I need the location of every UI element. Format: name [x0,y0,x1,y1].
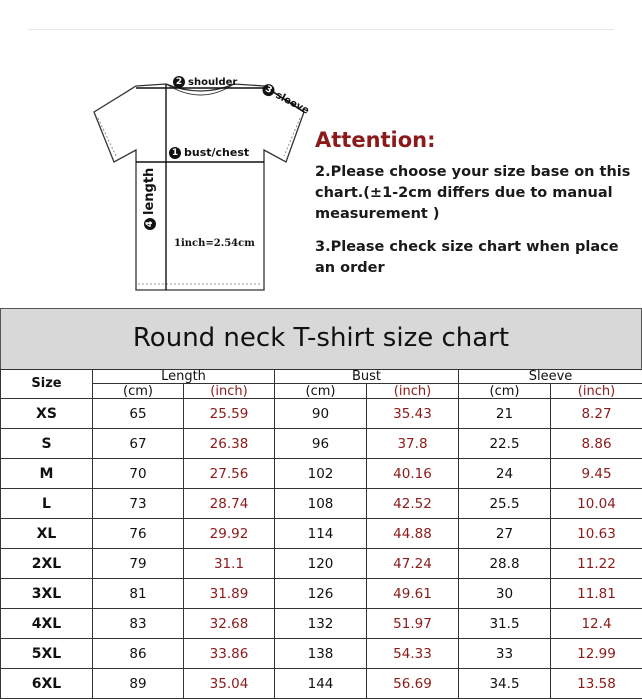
bust-cm-header: (cm) [275,384,367,399]
size-chart [0,308,642,699]
length-inch-cell: 28.74 [184,489,275,519]
table-row [1,669,642,699]
sleeve-inch-cell: 10.04 [551,489,642,519]
unit-header-row [1,384,642,399]
size-cell: XS [1,399,93,429]
bust-inch-cell: 35.43 [367,399,459,429]
sleeve-cm-cell: 27 [459,519,551,549]
sleeve-cm-cell: 25.5 [459,489,551,519]
bust-number: 1 [169,147,181,159]
length-inch-cell: 26.38 [184,429,275,459]
length-cm-cell: 65 [93,399,184,429]
sleeve-cm-cell: 28.8 [459,549,551,579]
attention-note-check-chart: 3.Please check size chart when place an order [315,239,619,276]
table-row [1,579,642,609]
table-row [1,399,642,429]
sleeve-group-header: Sleeve [459,370,642,384]
size-cell: 6XL [1,669,93,699]
size-cell: 5XL [1,639,93,669]
table-row [1,609,642,639]
length-inch-cell: 31.1 [184,549,275,579]
bust-text: bust/chest [184,146,250,159]
sleeve-cm-cell: 24 [459,459,551,489]
size-cell: 3XL [1,579,93,609]
bust-inch-cell: 47.24 [367,549,459,579]
sleeve-inch-cell: 8.27 [551,399,642,429]
sleeve-cm-cell: 22.5 [459,429,551,459]
bust-cm-cell: 138 [275,639,367,669]
table-row [1,549,642,579]
length-cm-header: (cm) [93,384,184,399]
length-cm-cell: 79 [93,549,184,579]
sleeve-inch-cell: 11.81 [551,579,642,609]
size-cell: M [1,459,93,489]
bust-inch-cell: 40.16 [367,459,459,489]
size-chart-title: Round neck T-shirt size chart [0,308,642,369]
size-chart-body [1,399,642,699]
length-inch-cell: 32.68 [184,609,275,639]
length-inch-cell: 27.56 [184,459,275,489]
table-row [1,429,642,459]
sleeve-inch-cell: 9.45 [551,459,642,489]
length-cm-cell: 73 [93,489,184,519]
bust-cm-cell: 120 [275,549,367,579]
size-cell: 4XL [1,609,93,639]
bust-cm-cell: 144 [275,669,367,699]
bust-cm-cell: 114 [275,519,367,549]
sleeve-inch-cell: 12.99 [551,639,642,669]
bust-inch-header: (inch) [367,384,459,399]
size-chart-table [0,369,642,699]
bust-cm-cell: 126 [275,579,367,609]
bust-cm-cell: 90 [275,399,367,429]
sleeve-cm-header: (cm) [459,384,551,399]
bust-inch-cell: 37.8 [367,429,459,459]
bust-inch-cell: 54.33 [367,639,459,669]
bust-cm-cell: 108 [275,489,367,519]
sleeve-inch-cell: 13.58 [551,669,642,699]
shoulder-label [173,76,237,88]
bust-label [169,146,249,159]
sleeve-inch-cell: 12.4 [551,609,642,639]
table-row [1,489,642,519]
sleeve-inch-cell: 8.86 [551,429,642,459]
sleeve-cm-cell: 33 [459,639,551,669]
length-cm-cell: 83 [93,609,184,639]
group-header-row [1,370,642,384]
length-label [142,168,157,230]
attention-notes [315,128,637,279]
length-inch-cell: 29.92 [184,519,275,549]
length-cm-cell: 81 [93,579,184,609]
sleeve-inch-cell: 10.63 [551,519,642,549]
sleeve-cm-cell: 21 [459,399,551,429]
inch-conversion-note: 1inch=2.54cm [174,238,255,249]
shoulder-text: shoulder [188,77,238,88]
size-cell: S [1,429,93,459]
table-row [1,639,642,669]
length-inch-cell: 35.04 [184,669,275,699]
bust-cm-cell: 102 [275,459,367,489]
length-group-header: Length [93,370,275,384]
top-divider [28,29,614,30]
size-cell: XL [1,519,93,549]
length-cm-cell: 89 [93,669,184,699]
attention-note-size-base: 2.Please choose your size base on this chart.(±1-2cm differs due to manual measurement ) [315,164,631,222]
length-cm-cell: 86 [93,639,184,669]
sleeve-text: sleeve [273,89,311,117]
tshirt-measurement-diagram [86,70,322,300]
table-row [1,519,642,549]
bust-inch-cell: 51.97 [367,609,459,639]
size-cell: 2XL [1,549,93,579]
sleeve-cm-cell: 30 [459,579,551,609]
length-inch-cell: 33.86 [184,639,275,669]
bust-inch-cell: 44.88 [367,519,459,549]
sleeve-cm-cell: 34.5 [459,669,551,699]
sleeve-cm-cell: 31.5 [459,609,551,639]
bust-inch-cell: 56.69 [367,669,459,699]
bust-group-header: Bust [275,370,459,384]
sleeve-number: 3 [260,82,276,98]
length-cm-cell: 76 [93,519,184,549]
size-column-header: Size [1,370,93,399]
length-text: length [142,167,157,215]
length-inch-header: (inch) [184,384,275,399]
size-cell: L [1,489,93,519]
length-inch-cell: 25.59 [184,399,275,429]
sleeve-inch-header: (inch) [551,384,642,399]
length-cm-cell: 67 [93,429,184,459]
shoulder-number: 2 [173,76,185,88]
length-inch-cell: 31.89 [184,579,275,609]
sleeve-inch-cell: 11.22 [551,549,642,579]
attention-title: Attention: [315,128,436,152]
length-number: 4 [144,218,156,230]
table-row [1,459,642,489]
bust-inch-cell: 42.52 [367,489,459,519]
bust-inch-cell: 49.61 [367,579,459,609]
length-cm-cell: 70 [93,459,184,489]
bust-cm-cell: 132 [275,609,367,639]
bust-cm-cell: 96 [275,429,367,459]
